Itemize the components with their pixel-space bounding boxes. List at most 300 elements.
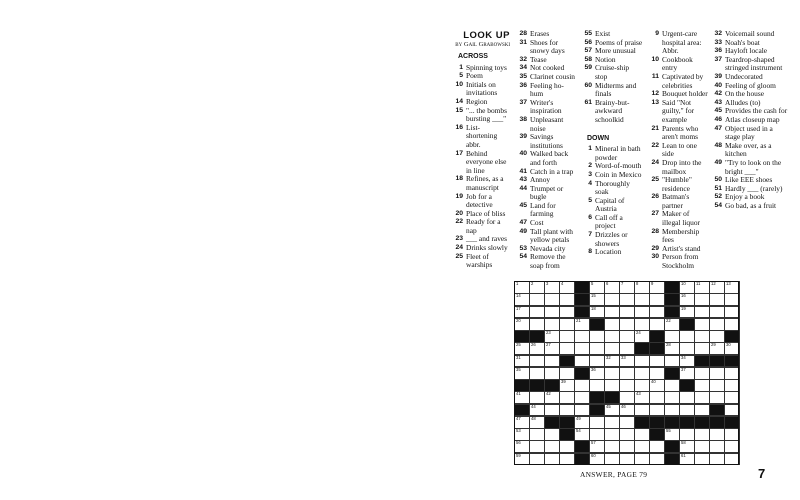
grid-square[interactable] [604, 306, 620, 319]
grid-square[interactable] [724, 342, 740, 355]
clue-number: 56 [584, 38, 592, 46]
clue-col5-10 [709, 125, 789, 142]
grid-square[interactable] [529, 306, 545, 319]
grid-square[interactable] [724, 379, 740, 392]
clue-number: 37 [519, 98, 527, 106]
grid-square[interactable] [634, 355, 650, 368]
grid-square[interactable] [724, 306, 740, 319]
answer-reference: ANSWER, PAGE 79 [580, 470, 648, 479]
grid-square[interactable] [649, 318, 665, 331]
grid-square[interactable] [559, 391, 575, 404]
clue-col3b-7 [579, 248, 643, 257]
grid-square[interactable] [649, 306, 665, 319]
grid-square[interactable] [634, 367, 650, 380]
clue-number: 32 [714, 30, 722, 37]
clue-text: Exist [595, 29, 611, 38]
clue-column-3 [579, 30, 643, 257]
grid-square[interactable] [694, 391, 710, 404]
grid-block [724, 330, 740, 343]
clue-col2-15 [514, 228, 576, 245]
clue-number: 7 [588, 231, 592, 239]
grid-square[interactable] [589, 355, 605, 368]
clue-number: 20 [455, 209, 463, 217]
grid-block [679, 379, 695, 392]
grid-square[interactable] [664, 355, 680, 368]
square-number: 17 [516, 305, 521, 311]
grid-square[interactable] [574, 318, 590, 331]
grid-square[interactable] [709, 391, 725, 404]
grid-square[interactable] [544, 355, 560, 368]
grid-square[interactable] [649, 379, 665, 392]
square-number: 19 [681, 305, 686, 311]
clue-text: Land for farming [530, 200, 556, 219]
clue-col2-1 [514, 39, 576, 56]
clue-number: 16 [455, 123, 463, 131]
grid-square[interactable] [664, 391, 680, 404]
grid-square[interactable] [559, 404, 575, 417]
grid-square[interactable] [514, 293, 530, 306]
grid-square[interactable] [544, 367, 560, 380]
grid-square[interactable] [559, 318, 575, 331]
grid-square[interactable] [574, 355, 590, 368]
grid-square[interactable] [514, 355, 530, 368]
clue-col2-13 [514, 202, 576, 219]
grid-square[interactable] [634, 318, 650, 331]
grid-square[interactable] [634, 379, 650, 392]
grid-square[interactable] [559, 330, 575, 343]
grid-square[interactable] [694, 281, 710, 294]
grid-square[interactable] [529, 391, 545, 404]
grid-square[interactable] [679, 428, 695, 441]
grid-block [514, 379, 530, 392]
grid-square[interactable] [619, 281, 635, 294]
grid-square[interactable] [589, 453, 605, 466]
clue-number: 50 [714, 176, 722, 184]
grid-block [664, 281, 680, 294]
grid-square[interactable] [709, 440, 725, 453]
clue-number: 18 [455, 175, 463, 183]
grid-square[interactable] [559, 306, 575, 319]
grid-square[interactable] [709, 318, 725, 331]
grid-square[interactable] [559, 440, 575, 453]
grid-square[interactable] [544, 281, 560, 294]
grid-square[interactable] [544, 342, 560, 355]
grid-square[interactable] [694, 453, 710, 466]
clue-text: Membership fees [662, 226, 700, 245]
clue-number: 39 [519, 133, 527, 141]
grid-square[interactable] [679, 281, 695, 294]
clue-text: Alludes (to) [725, 97, 761, 107]
grid-square[interactable] [619, 428, 635, 441]
grid-square[interactable] [604, 355, 620, 368]
grid-square[interactable] [679, 453, 695, 466]
grid-square[interactable] [694, 440, 710, 453]
square-number: 18 [591, 305, 596, 311]
clue-text: Behind everyone else in line [466, 148, 507, 175]
clue-number: 32 [519, 55, 527, 63]
grid-block [694, 355, 710, 368]
grid-square[interactable] [574, 330, 590, 343]
square-number: 24 [636, 330, 641, 336]
clue-text: Poem [466, 71, 483, 81]
grid-square[interactable] [529, 416, 545, 429]
square-number: 11 [696, 281, 701, 286]
clue-text: Trumpet or bugle [530, 183, 564, 202]
grid-square[interactable] [649, 293, 665, 306]
grid-block [529, 330, 545, 343]
grid-square[interactable] [574, 342, 590, 355]
grid-square[interactable] [559, 281, 575, 294]
grid-square[interactable] [709, 379, 725, 392]
grid-square[interactable] [559, 367, 575, 380]
clue-col2-5 [514, 82, 576, 99]
grid-block [649, 416, 665, 429]
grid-square[interactable] [724, 281, 740, 294]
clue-text: Writer's inspiration [530, 97, 562, 116]
clue-number: 45 [519, 201, 527, 209]
square-number: 34 [681, 354, 686, 360]
grid-square[interactable] [679, 293, 695, 306]
grid-square[interactable] [649, 355, 665, 368]
grid-square[interactable] [694, 379, 710, 392]
grid-square[interactable] [664, 428, 680, 441]
grid-square[interactable] [619, 404, 635, 417]
grid-square[interactable] [664, 318, 680, 331]
grid-square[interactable] [604, 318, 620, 331]
grid-block [604, 391, 620, 404]
grid-square[interactable] [544, 453, 560, 466]
grid-square[interactable] [514, 440, 530, 453]
grid-square[interactable] [679, 404, 695, 417]
grid-square[interactable] [604, 281, 620, 294]
grid-square[interactable] [529, 355, 545, 368]
grid-square[interactable] [544, 293, 560, 306]
grid-square[interactable] [544, 391, 560, 404]
square-number: 37 [681, 366, 686, 372]
grid-square[interactable] [589, 379, 605, 392]
grid-square[interactable] [619, 306, 635, 319]
square-number: 32 [606, 354, 611, 360]
grid-square[interactable] [634, 306, 650, 319]
clue-text: Remove the soap from [530, 252, 566, 271]
grid-square[interactable] [604, 440, 620, 453]
clue-text: More unusual [595, 46, 636, 56]
square-number: 46 [621, 403, 626, 409]
clue-text: Person from Stockholm [662, 252, 699, 271]
grid-block [589, 318, 605, 331]
grid-square[interactable] [514, 306, 530, 319]
clue-number: 31 [519, 38, 527, 46]
grid-square[interactable] [514, 416, 530, 429]
square-number: 59 [516, 452, 521, 458]
clue-text: Unpleasant noise [530, 114, 564, 133]
grid-square[interactable] [709, 330, 725, 343]
clue-col4-10 [646, 210, 708, 227]
grid-square[interactable] [544, 318, 560, 331]
grid-square[interactable] [634, 404, 650, 417]
grid-square[interactable] [574, 379, 590, 392]
clue-number: 59 [584, 64, 592, 72]
grid-square[interactable] [604, 428, 620, 441]
square-number: 8 [636, 281, 639, 286]
clue-number: 45 [714, 107, 722, 115]
clue-number: 49 [714, 158, 722, 166]
grid-square[interactable] [694, 306, 710, 319]
grid-square[interactable] [619, 416, 635, 429]
grid-square[interactable] [649, 453, 665, 466]
grid-square[interactable] [619, 367, 635, 380]
grid-square[interactable] [604, 330, 620, 343]
clue-text: Thoroughly soak [595, 178, 630, 197]
grid-square[interactable] [574, 416, 590, 429]
clue-text: Voicemail sound [725, 29, 775, 38]
grid-square[interactable] [529, 404, 545, 417]
grid-square[interactable] [589, 306, 605, 319]
clue-text: Said "Not guilty," for example [662, 97, 695, 124]
grid-square[interactable] [679, 342, 695, 355]
grid-block [649, 342, 665, 355]
grid-square[interactable] [709, 293, 725, 306]
square-number: 53 [516, 428, 521, 434]
clue-number: 14 [455, 97, 463, 105]
square-number: 9 [651, 281, 654, 286]
grid-block [529, 379, 545, 392]
grid-square[interactable] [724, 318, 740, 331]
grid-square[interactable] [619, 379, 635, 392]
grid-square[interactable] [634, 330, 650, 343]
grid-square[interactable] [649, 367, 665, 380]
grid-square[interactable] [649, 281, 665, 294]
square-number: 12 [711, 281, 716, 286]
grid-square[interactable] [724, 391, 740, 404]
grid-block [574, 453, 590, 466]
grid-square[interactable] [529, 342, 545, 355]
clue-text: Bouquet holder [662, 89, 708, 99]
grid-square[interactable] [649, 404, 665, 417]
square-number: 40 [651, 379, 656, 385]
clue-number: 61 [584, 98, 592, 106]
down-heading: DOWN [587, 134, 610, 142]
grid-square[interactable] [529, 428, 545, 441]
grid-square[interactable] [634, 293, 650, 306]
grid-square[interactable] [724, 367, 740, 380]
square-number: 54 [576, 428, 581, 434]
grid-square[interactable] [619, 453, 635, 466]
grid-square[interactable] [679, 330, 695, 343]
grid-square[interactable] [619, 440, 635, 453]
grid-square[interactable] [619, 391, 635, 404]
grid-square[interactable] [694, 330, 710, 343]
grid-square[interactable] [589, 440, 605, 453]
clue-number: 35 [519, 72, 527, 80]
grid-square[interactable] [694, 367, 710, 380]
grid-square[interactable] [529, 293, 545, 306]
grid-square[interactable] [679, 391, 695, 404]
clue-number: 24 [651, 158, 659, 166]
grid-square[interactable] [589, 367, 605, 380]
grid-square[interactable] [679, 367, 695, 380]
clue-column-5 [709, 30, 789, 210]
clue-col3b-3 [579, 180, 643, 197]
clue-number: 42 [714, 90, 722, 98]
grid-square[interactable] [589, 416, 605, 429]
grid-square[interactable] [544, 404, 560, 417]
grid-square[interactable] [709, 453, 725, 466]
grid-square[interactable] [529, 281, 545, 294]
grid-square[interactable] [634, 453, 650, 466]
grid-square[interactable] [574, 428, 590, 441]
clue-col2-6 [514, 99, 576, 116]
clue-number: 21 [651, 124, 659, 132]
grid-square[interactable] [574, 391, 590, 404]
grid-square[interactable] [589, 293, 605, 306]
clue-number: 23 [455, 235, 463, 243]
grid-square[interactable] [679, 306, 695, 319]
grid-square[interactable] [724, 428, 740, 441]
clue-col3b-5 [579, 214, 643, 231]
grid-square[interactable] [589, 342, 605, 355]
clue-text: Shoes for snowy days [530, 37, 565, 56]
grid-square[interactable] [604, 367, 620, 380]
clue-text: ___ and raves [466, 234, 508, 244]
grid-square[interactable] [694, 293, 710, 306]
grid-square[interactable] [604, 453, 620, 466]
grid-square[interactable] [604, 342, 620, 355]
grid-square[interactable] [679, 355, 695, 368]
grid-square[interactable] [664, 379, 680, 392]
grid-block [574, 367, 590, 380]
grid-square[interactable] [604, 293, 620, 306]
grid-square[interactable] [724, 453, 740, 466]
clue-number: 1 [588, 145, 592, 153]
clue-text: Like EEE shoes [725, 175, 773, 185]
clue-text: Place of bliss [466, 208, 506, 218]
grid-square[interactable] [589, 330, 605, 343]
grid-square[interactable] [619, 293, 635, 306]
grid-square[interactable] [694, 318, 710, 331]
grid-square[interactable] [544, 428, 560, 441]
grid-square[interactable] [514, 428, 530, 441]
grid-square[interactable] [709, 367, 725, 380]
grid-square[interactable] [724, 440, 740, 453]
clue-number: 9 [655, 30, 659, 37]
grid-square[interactable] [619, 318, 635, 331]
grid-square[interactable] [694, 404, 710, 417]
clue-text: Drinks slowly [466, 243, 508, 253]
clue-text: Fleet of warships [466, 251, 493, 270]
clue-number: 13 [651, 98, 659, 106]
grid-square[interactable] [724, 293, 740, 306]
grid-block [679, 318, 695, 331]
clue-col4-2 [646, 73, 708, 90]
grid-square[interactable] [649, 440, 665, 453]
clue-number: 54 [519, 253, 527, 261]
clue-col4-5 [646, 125, 708, 142]
grid-square[interactable] [574, 404, 590, 417]
grid-square[interactable] [664, 404, 680, 417]
grid-square[interactable] [544, 440, 560, 453]
clue-col3a-6 [579, 99, 643, 125]
grid-square[interactable] [514, 281, 530, 294]
grid-square[interactable] [514, 342, 530, 355]
grid-square[interactable] [634, 428, 650, 441]
grid-square[interactable] [529, 440, 545, 453]
puzzle-byline: by Gail Grabowski [455, 41, 510, 48]
grid-square[interactable] [529, 453, 545, 466]
grid-square[interactable] [589, 281, 605, 294]
clue-col3b-0 [579, 145, 643, 162]
grid-square[interactable] [514, 318, 530, 331]
grid-block [544, 416, 560, 429]
clue-col2-8 [514, 133, 576, 150]
grid-block [709, 416, 725, 429]
grid-square[interactable] [679, 440, 695, 453]
grid-square[interactable] [604, 404, 620, 417]
grid-square[interactable] [544, 330, 560, 343]
grid-square[interactable] [544, 306, 560, 319]
clue-col4-9 [646, 193, 708, 210]
grid-square[interactable] [589, 428, 605, 441]
grid-square[interactable] [664, 342, 680, 355]
clue-text: "Try to look on the bright ___" [725, 157, 782, 176]
clue-number: 47 [714, 124, 722, 132]
grid-square[interactable] [514, 391, 530, 404]
grid-square[interactable] [709, 428, 725, 441]
grid-block [574, 306, 590, 319]
grid-square[interactable] [604, 379, 620, 392]
square-number: 14 [516, 293, 521, 299]
grid-square[interactable] [619, 355, 635, 368]
clue-col1-5 [450, 124, 510, 150]
grid-square[interactable] [604, 416, 620, 429]
clue-text: Maker of illegal liquor [662, 209, 700, 228]
square-number: 10 [681, 281, 686, 286]
grid-square[interactable] [634, 281, 650, 294]
grid-square[interactable] [709, 306, 725, 319]
grid-square[interactable] [619, 330, 635, 343]
clue-number: 43 [519, 176, 527, 184]
grid-square[interactable] [724, 404, 740, 417]
grid-square[interactable] [709, 281, 725, 294]
grid-square[interactable] [664, 330, 680, 343]
clue-number: 28 [519, 30, 527, 37]
grid-square[interactable] [529, 318, 545, 331]
grid-square[interactable] [559, 453, 575, 466]
grid-square[interactable] [694, 342, 710, 355]
square-number: 47 [516, 415, 521, 421]
grid-block [724, 355, 740, 368]
grid-square[interactable] [529, 367, 545, 380]
grid-square[interactable] [559, 293, 575, 306]
grid-square[interactable] [514, 367, 530, 380]
grid-square[interactable] [649, 391, 665, 404]
clue-number: 2 [588, 162, 592, 170]
grid-square[interactable] [514, 453, 530, 466]
grid-square[interactable] [709, 342, 725, 355]
clue-number: 1 [459, 63, 463, 71]
grid-block [664, 416, 680, 429]
clue-number: 25 [455, 252, 463, 260]
grid-square[interactable] [634, 391, 650, 404]
grid-square[interactable] [694, 428, 710, 441]
grid-square[interactable] [559, 379, 575, 392]
grid-square[interactable] [619, 342, 635, 355]
grid-square[interactable] [634, 440, 650, 453]
square-number: 25 [516, 342, 521, 348]
grid-square[interactable] [559, 342, 575, 355]
square-number: 22 [666, 317, 671, 323]
clue-number: 43 [714, 98, 722, 106]
